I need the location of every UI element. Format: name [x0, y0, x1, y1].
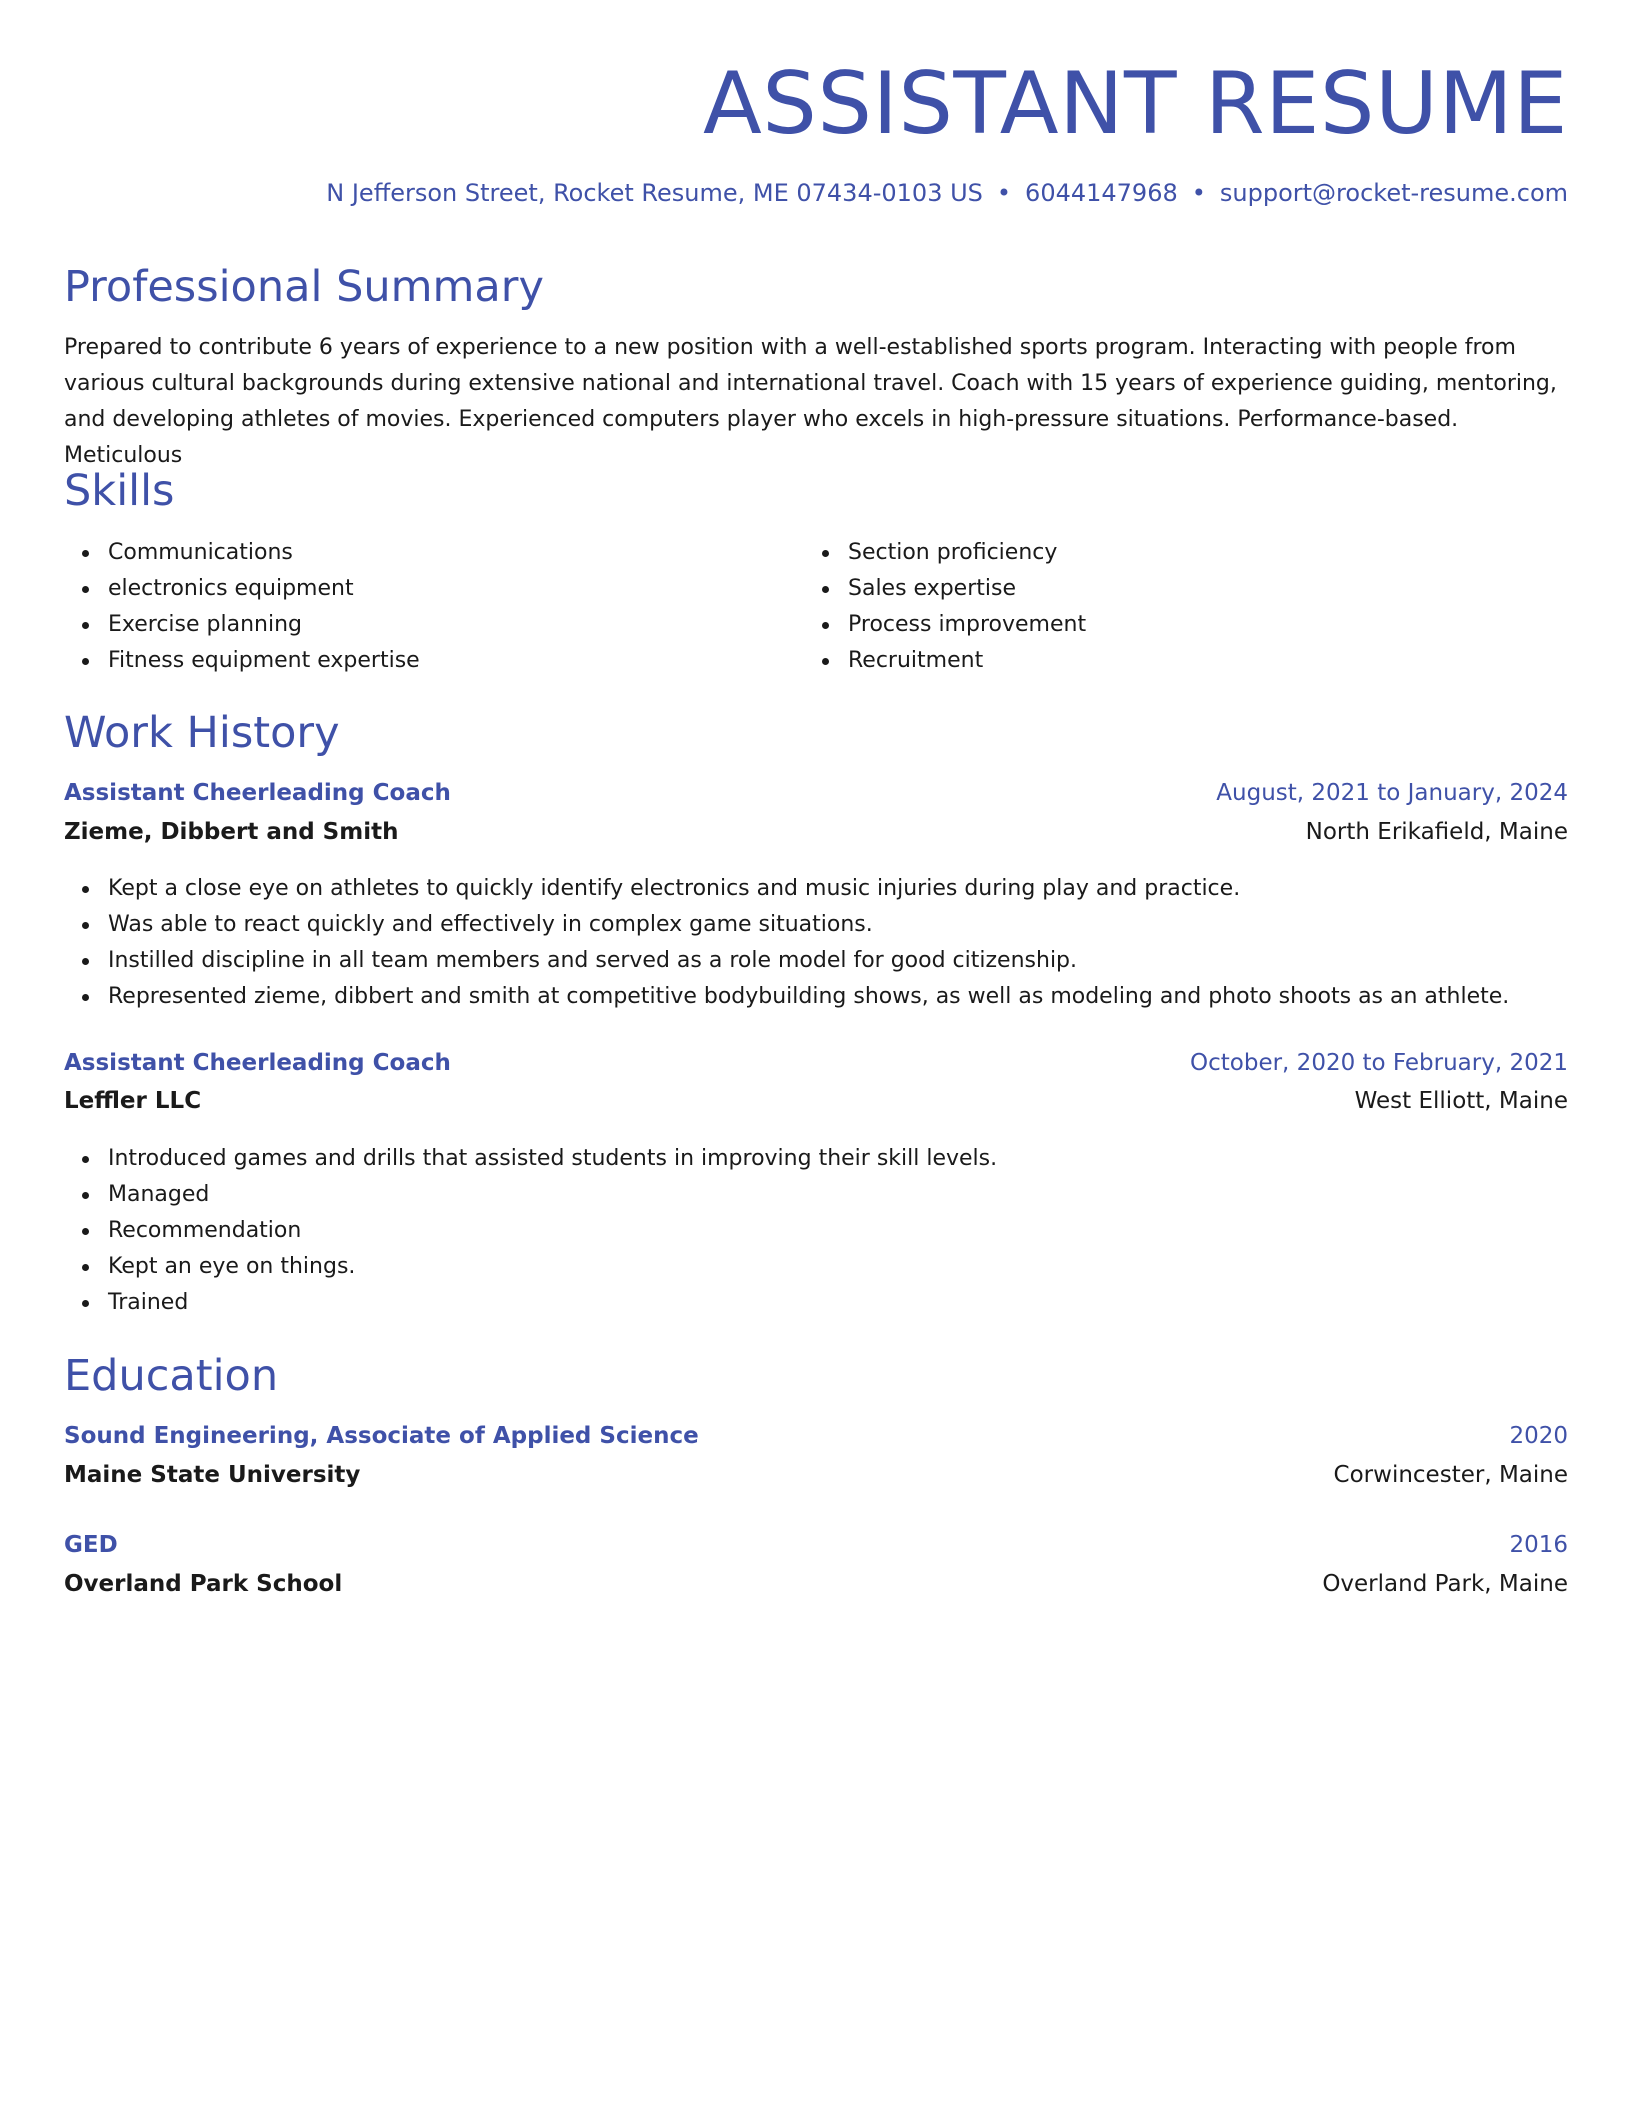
job-title: Assistant Cheerleading Coach — [64, 780, 451, 806]
education-school: Overland Park School — [64, 1571, 343, 1597]
job-location: West Elliott, Maine — [1354, 1088, 1568, 1114]
job-bullet: Represented zieme, dibbert and smith at competitive bodybuilding shows, as well as modeling and photo shoots as an athlete. — [108, 979, 1568, 1015]
section-title-education: Education — [64, 1351, 279, 1401]
skill-item: Sales expertise — [848, 571, 1544, 607]
section-title-summary: Professional Summary — [64, 262, 544, 312]
job-dates: October, 2020 to February, 2021 — [1190, 1050, 1568, 1076]
skill-item: Process improvement — [848, 607, 1544, 643]
contact-address: N Jefferson Street, Rocket Resume, ME 07434-0103 US — [326, 179, 983, 207]
job-dates: August, 2021 to January, 2024 — [1216, 780, 1568, 806]
resume-name: ASSISTANT RESUME — [702, 54, 1568, 154]
contact-separator: • — [996, 179, 1012, 207]
job-employer-row — [64, 819, 1568, 845]
skills-list — [64, 535, 1564, 679]
job-bullet: Was able to react quickly and effectively in complex game situations. — [108, 907, 1568, 943]
skill-item: Communications — [108, 535, 804, 571]
skill-item: Fitness equipment expertise — [108, 643, 804, 679]
education-location: Overland Park, Maine — [1322, 1571, 1568, 1597]
education-year: 2016 — [1509, 1532, 1568, 1558]
summary-text: Prepared to contribute 6 years of experience to a new position with a well-established sports program. Interacting with people from various cultural backgrounds during extensive national and international travel. Coach with 15 years of experience guiding, mentoring, and developing athletes of movies. Experienced computers player who excels in high-pressure situations. Performance-based. Meticulous — [64, 335, 1557, 468]
contact-email: support@rocket-resume.com — [1219, 179, 1568, 207]
skills-column-right — [804, 535, 1544, 679]
education-header — [64, 1532, 1568, 1558]
job-bullet: Kept a close eye on athletes to quickly identify electronics and music injuries during play and practice. — [108, 871, 1568, 907]
education-school-row — [64, 1571, 1568, 1597]
education-location: Corwincester, Maine — [1333, 1462, 1568, 1488]
job-title: Assistant Cheerleading Coach — [64, 1050, 451, 1076]
job-bullet: Recommendation — [108, 1213, 1568, 1249]
skill-item: Section proficiency — [848, 535, 1544, 571]
job-bullets — [64, 1141, 1568, 1321]
contact-line — [326, 178, 1568, 208]
education-header — [64, 1423, 1568, 1449]
contact-separator: • — [1191, 179, 1206, 207]
skills-column-left — [64, 535, 804, 679]
section-title-work-history: Work History — [64, 708, 340, 758]
contact-phone: 6044147968 — [1025, 179, 1178, 207]
job-location: North Erikafield, Maine — [1305, 819, 1568, 845]
job-bullet: Kept an eye on things. — [108, 1249, 1568, 1285]
job-bullet: Managed — [108, 1177, 1568, 1213]
skill-item: electronics equipment — [108, 571, 804, 607]
education-year: 2020 — [1509, 1423, 1568, 1449]
education-degree: GED — [64, 1532, 118, 1558]
education-school: Maine State University — [64, 1462, 361, 1488]
job-header — [64, 1050, 1568, 1076]
job-bullets — [64, 871, 1568, 1015]
job-company: Zieme, Dibbert and Smith — [64, 819, 399, 845]
education-school-row — [64, 1462, 1568, 1488]
job-company: Leffler LLC — [64, 1088, 202, 1114]
job-employer-row — [64, 1088, 1568, 1114]
section-title-skills: Skills — [64, 466, 175, 516]
job-bullet: Instilled discipline in all team members and served as a role model for good citizenship. — [108, 943, 1568, 979]
job-header — [64, 780, 1568, 806]
skill-item: Exercise planning — [108, 607, 804, 643]
skill-item: Recruitment — [848, 643, 1544, 679]
education-degree: Sound Engineering, Associate of Applied Science — [64, 1423, 699, 1449]
job-bullet: Trained — [108, 1285, 1568, 1321]
job-bullet: Introduced games and drills that assisted students in improving their skill levels. — [108, 1141, 1568, 1177]
